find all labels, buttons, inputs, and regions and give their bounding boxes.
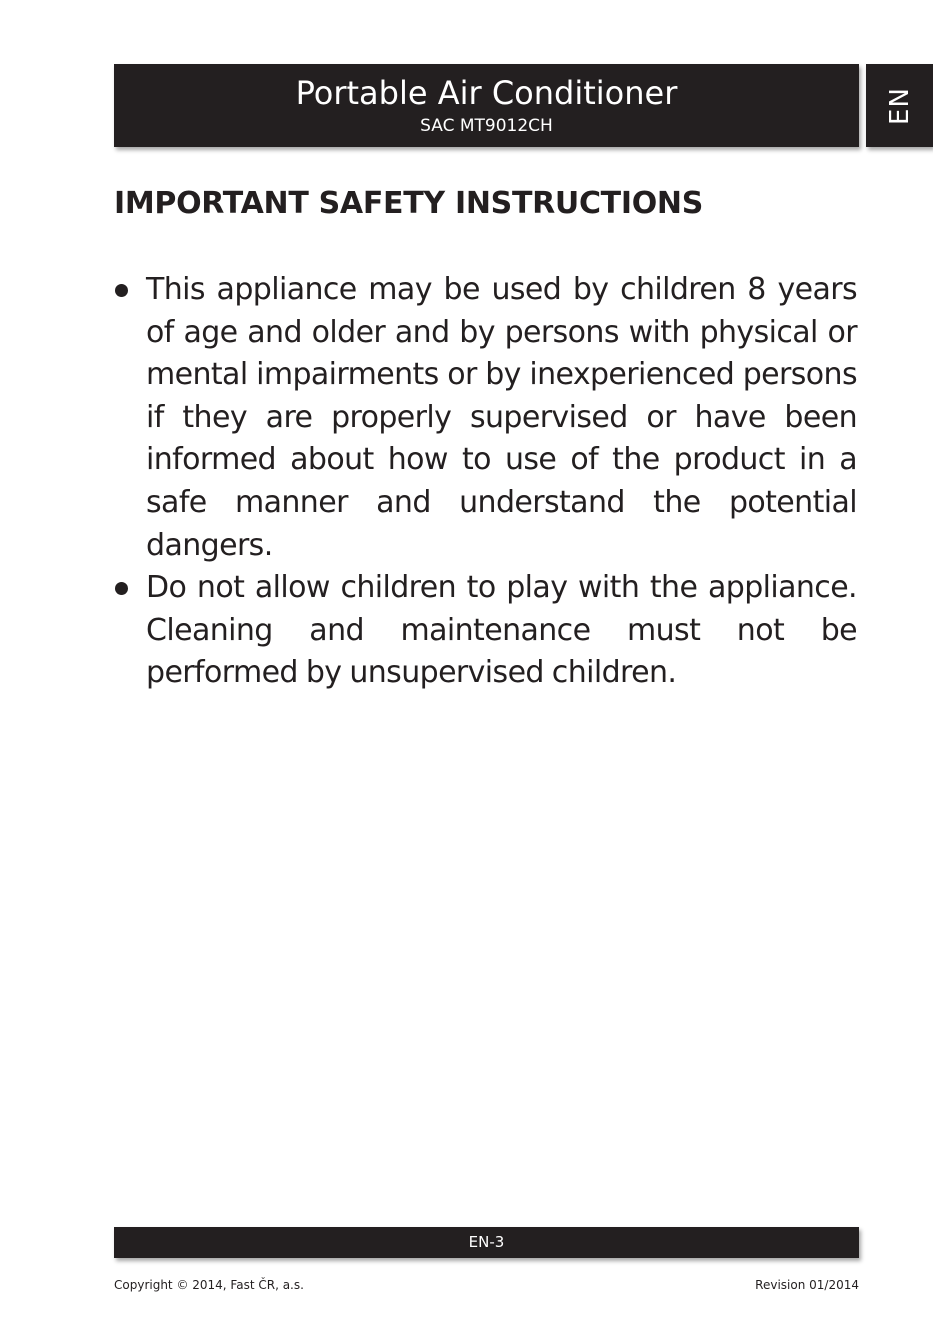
safety-instructions-list [114,269,857,695]
language-tab [866,64,933,147]
header-bar [114,64,859,147]
revision-label: Revision 01/2014 [755,1278,859,1292]
list-item [114,567,857,695]
copyright-notice: Copyright © 2014, Fast ČR, a.s. [114,1278,304,1292]
bullet-icon [115,582,128,595]
model-number: SAC MT9012CH [420,116,553,136]
footer-bar [114,1227,859,1258]
page-number: EN-3 [468,1233,505,1251]
list-item [114,269,857,567]
list-item-text: This appliance may be used by children 8 years of age and older and by persons with physical or mental impairments or by inexperienced persons if they are properly supervised or have been informed about how to use of the product in a safe manner and understand the potential dangers. [146,272,857,563]
language-tab-label: EN [884,86,915,125]
bullet-icon [115,284,128,297]
document-title: Portable Air Conditioner [295,74,678,112]
list-item-text: Do not allow children to play with the appliance. Cleaning and maintenance must not be performed by unsupervised children. [146,570,857,691]
section-heading: IMPORTANT SAFETY INSTRUCTIONS [114,186,704,221]
